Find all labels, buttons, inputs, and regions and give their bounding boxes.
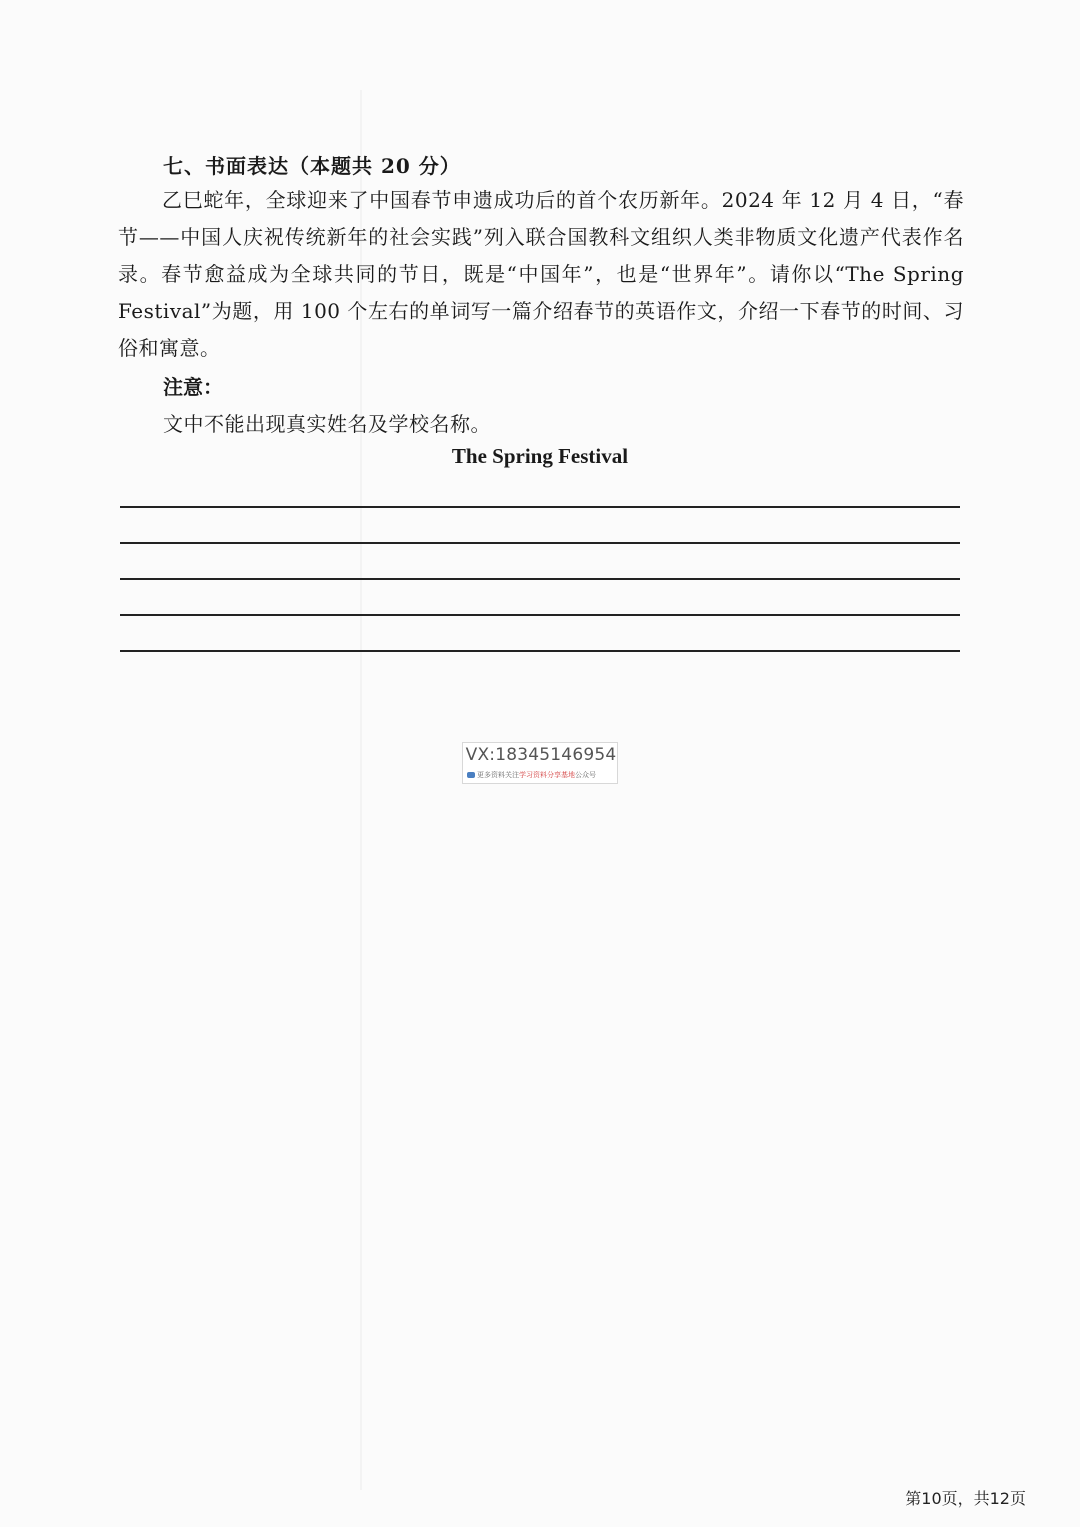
watermark-sub-prefix: 更多资料关注 [477,771,519,779]
writing-line[interactable] [120,614,960,616]
watermark [462,742,618,784]
graduation-cap-icon [467,772,475,778]
writing-prompt: 乙巳蛇年，全球迎来了中国春节申遗成功后的首个农历新年。2024 年 12 月 4 日，“春节——中国人庆祝传统新年的社会实践”列入联合国教科文组织人类非物质文化遗产代表作名录。春节愈益成为全球共同的节日，既是“中国年”，也是“世界年”。请你以“The Spring Festival”为题，用 100 个左右的单词写一篇介绍春节的英语作文，介绍一下春节的时间、习俗和寓意。 [118,188,964,360]
note-text: 文中不能出现真实姓名及学校名称。 [163,412,491,436]
writing-line[interactable] [120,650,960,652]
watermark-contact: VX:18345146954 [465,745,617,765]
note-label: 注意： [163,375,223,399]
writing-line[interactable] [120,578,960,580]
watermark-sub-suffix: 公众号 [575,771,596,779]
writing-line[interactable] [120,542,960,544]
writing-line[interactable] [120,506,960,508]
page-number: 第10页，共12页 [905,1489,1026,1508]
watermark-subtitle [467,770,617,780]
essay-title: The Spring Festival [451,444,629,468]
watermark-sub-accent: 学习资料分享基地 [519,771,575,779]
section-title: 七、书面表达（本题共 20 分） [163,154,461,178]
